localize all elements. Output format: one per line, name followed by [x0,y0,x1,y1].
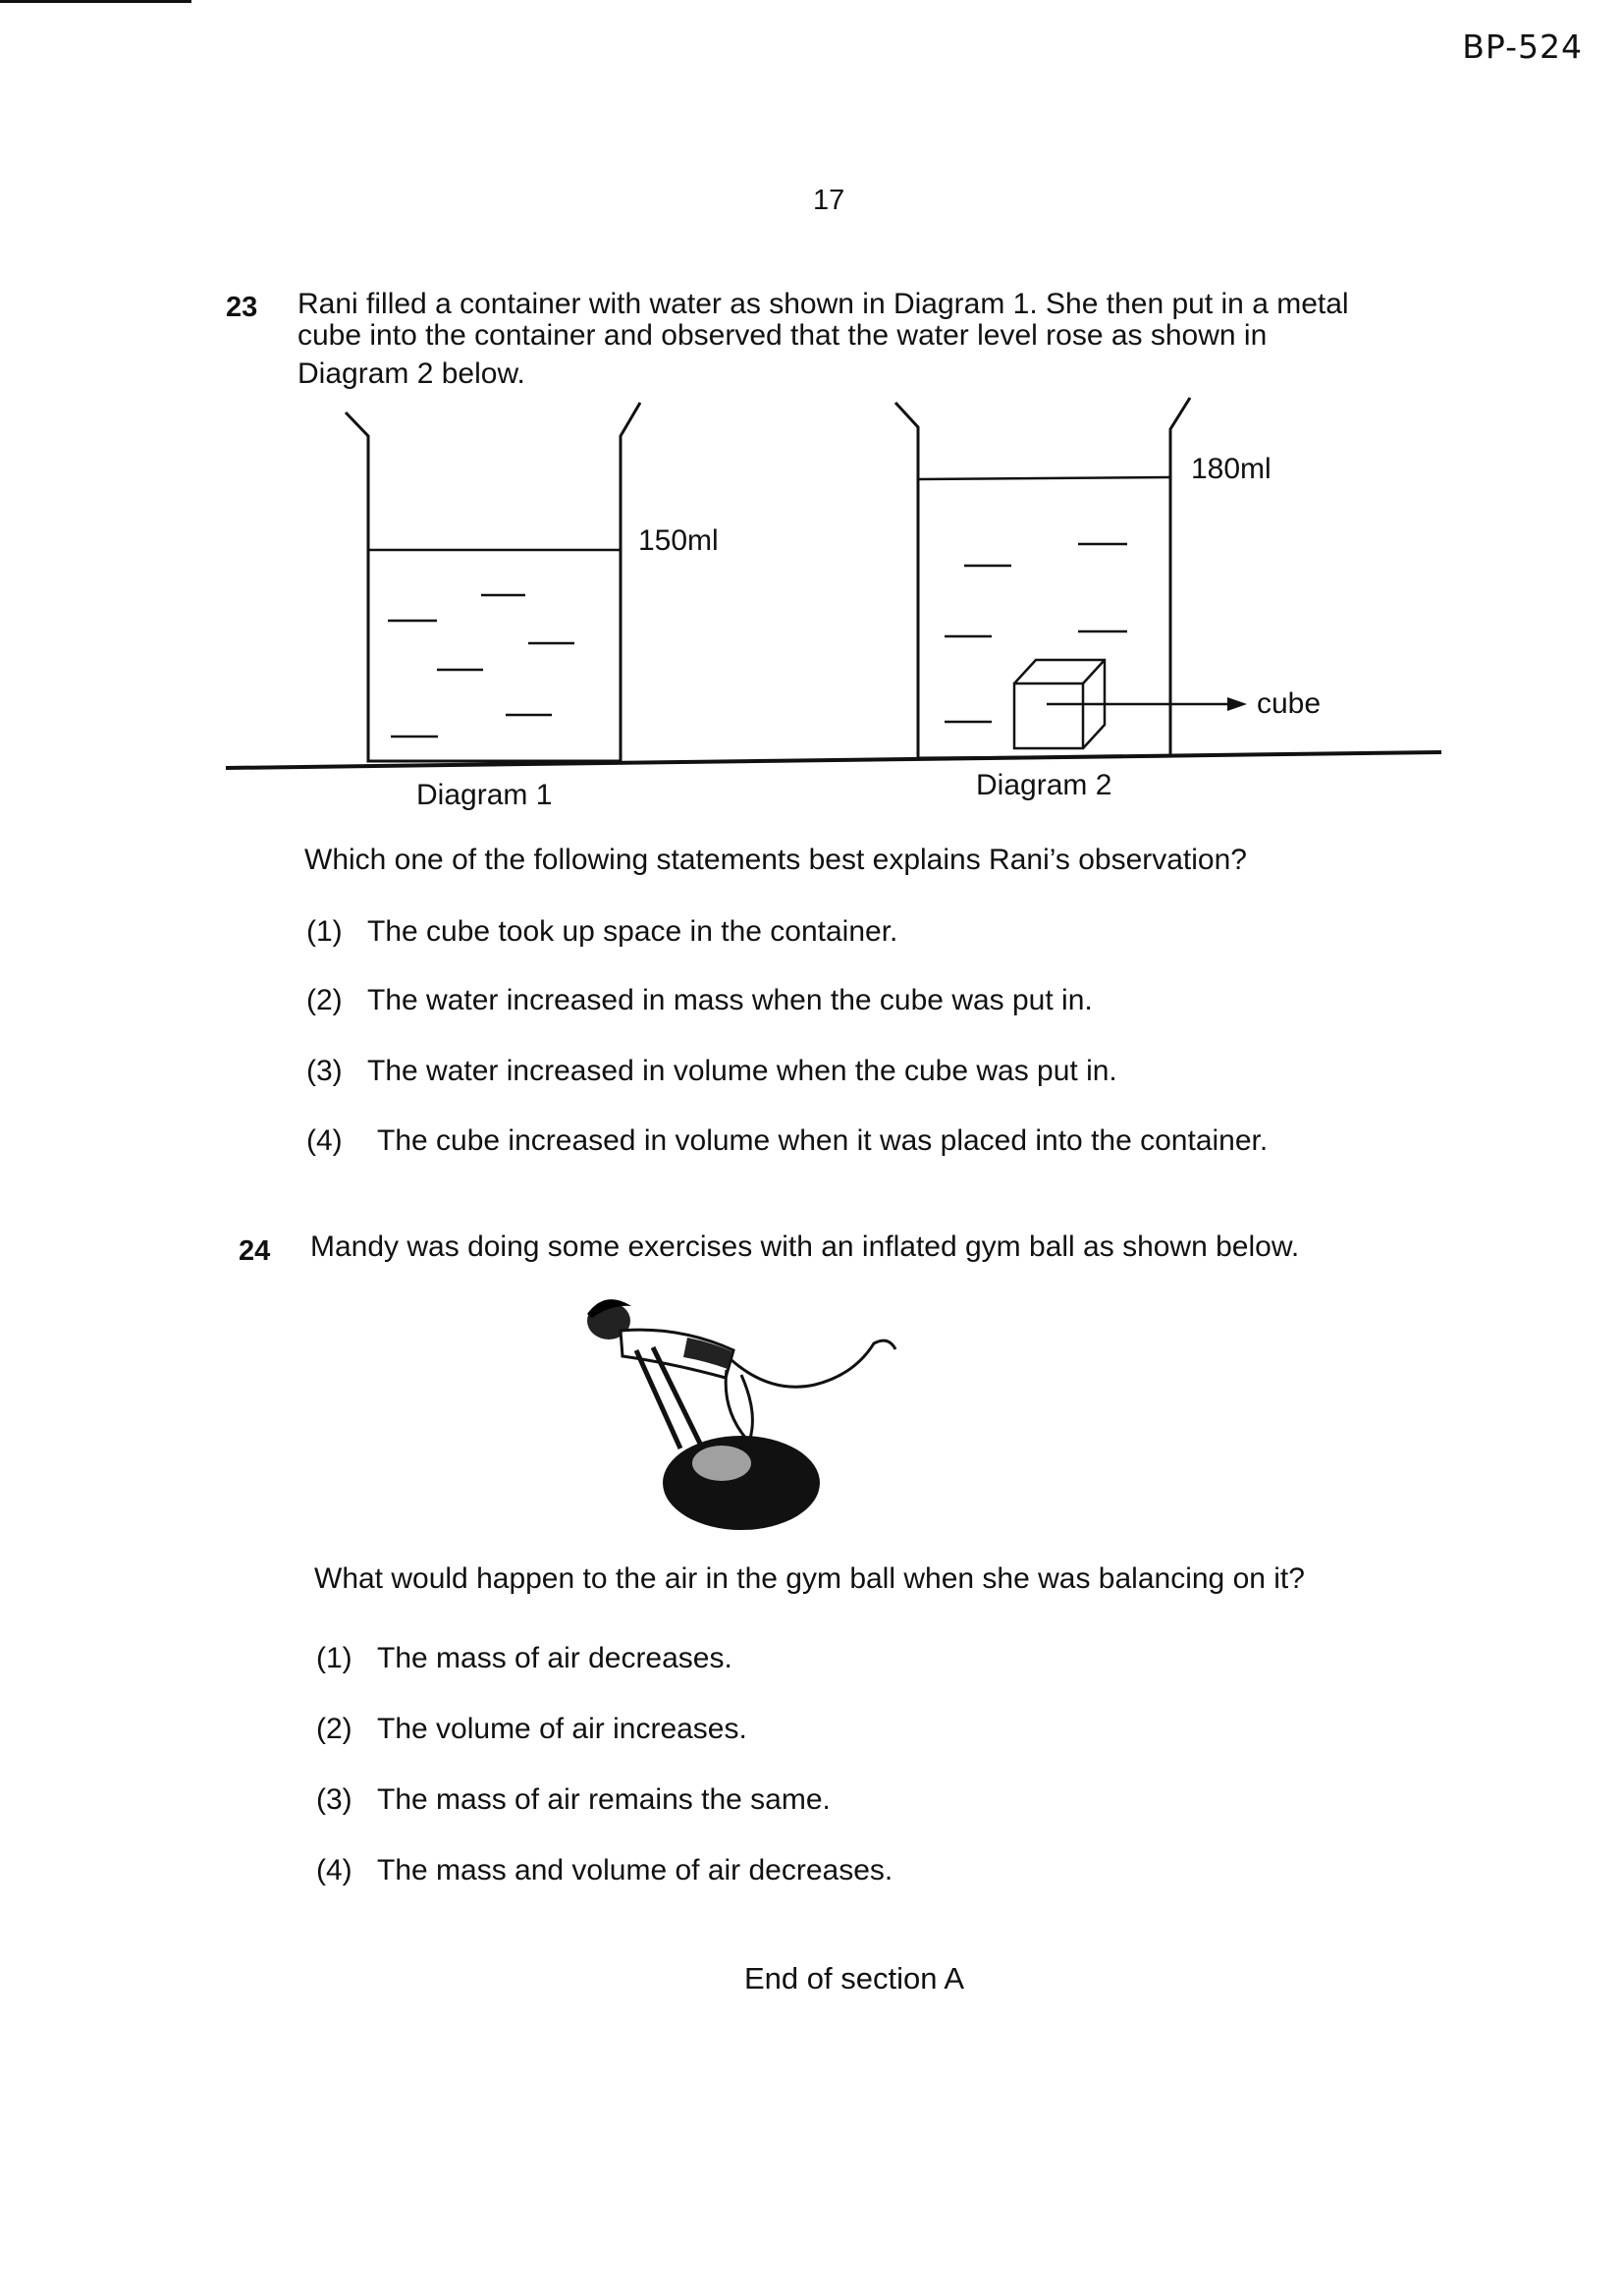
question-23-text-line-3: Diagram 2 below. [298,357,525,390]
question-24-option-3 [316,1783,831,1817]
option-text: The mass of air remains the same. [377,1783,831,1816]
option-number: (4) [316,1854,352,1886]
option-number: (2) [316,1713,352,1745]
option-number: (1) [316,1642,352,1674]
option-number: (3) [306,1055,343,1087]
option-text: The mass of air decreases. [377,1642,732,1674]
option-number: (3) [316,1783,352,1816]
page-number: 17 [813,185,845,216]
option-number: (1) [306,915,343,948]
option-text: The mass and volume of air decreases. [377,1854,893,1886]
question-24-number: 24 [239,1235,271,1267]
diagram-2-caption: Diagram 2 [976,769,1112,801]
option-text: The water increased in volume when the cube was put in. [367,1055,1117,1087]
option-text: The water increased in mass when the cube was put in. [367,984,1093,1016]
diagram-2-level-label: 180ml [1191,453,1272,485]
diagram-1-caption: Diagram 1 [416,779,553,811]
question-24-option-1 [316,1642,732,1675]
option-number: (4) [306,1124,343,1157]
gym-ball [663,1436,820,1530]
question-23-prompt: Which one of the following statements best explains Rani’s observation? [304,844,1247,876]
option-text: The volume of air increases. [377,1713,747,1745]
option-text: The cube increased in volume when it was placed into the container. [377,1124,1269,1157]
option-text: The cube took up space in the container. [367,915,898,948]
question-23-text-line-2: cube into the container and observed that the water level rose as shown in [298,319,1268,352]
option-number: (2) [306,984,343,1016]
end-of-section-text: End of section A [744,1961,965,1995]
cube-label: cube [1257,687,1322,720]
question-24-text: Mandy was doing some exercises with an inflated gym ball as shown below. [310,1230,1300,1263]
question-24-option-4 [316,1854,893,1887]
question-24-prompt: What would happen to the air in the gym ball when she was balancing on it? [314,1562,1305,1595]
question-24-option-2 [316,1713,747,1746]
question-23-number: 23 [226,292,258,323]
page-code: BP-524 [1462,27,1583,66]
diagram-1-level-label: 150ml [638,524,719,557]
question-23-text-line-1: Rani filled a container with water as shown in Diagram 1. She then put in a metal [298,288,1349,320]
leg [731,1340,895,1387]
